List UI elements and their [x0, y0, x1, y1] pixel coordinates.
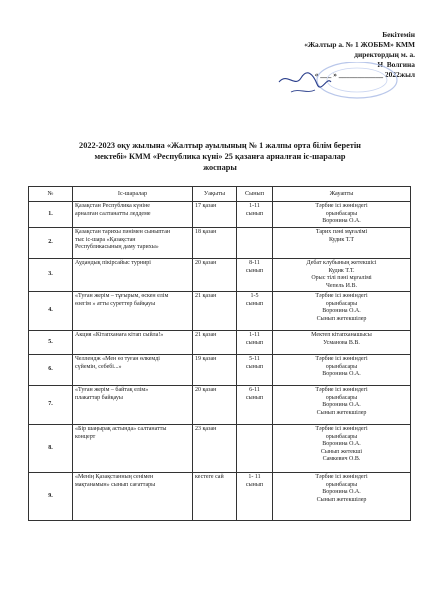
table-body: [29, 202, 411, 521]
cell-event-line: концерт: [75, 433, 96, 440]
cell-time: 23 қазан: [193, 425, 237, 473]
cell-responsible: [273, 386, 411, 425]
cell-event-line: Республикасының даму тарихы»: [75, 244, 159, 250]
cell-class-line: 1-11: [249, 332, 260, 338]
cell-time: кестеге сай: [193, 473, 237, 521]
cell-class-line: 1-11: [249, 203, 260, 209]
cell-responsible: [273, 292, 411, 331]
table-row: [29, 425, 411, 473]
cell-responsible: [273, 425, 411, 473]
cell-responsible-line: орынбасары: [325, 433, 358, 440]
cell-class: [237, 228, 273, 259]
cell-responsible: [273, 228, 411, 259]
cell-event-line: «Туған жерім – байтақ елім»: [75, 387, 149, 393]
cell-time: 20 қазан: [193, 386, 237, 425]
cell-responsible-line: Тәрбие ісі жөніндегі: [315, 426, 368, 432]
cell-event-line: Челлендж «Мен өз туған өлкемді: [75, 356, 160, 362]
cell-responsible-line: Сынып жетекші: [320, 448, 363, 455]
cell-class: [237, 331, 273, 355]
cell-responsible-line: Воронина О.А.: [322, 308, 361, 314]
cell-time: 20 қазан: [193, 259, 237, 292]
table-row: [29, 355, 411, 386]
header-time: Уақыты: [193, 187, 237, 202]
cell-event: [73, 259, 193, 292]
cell-event-line: мақтанамын» сынып сағаттары: [75, 481, 156, 488]
cell-number: 8.: [29, 425, 73, 473]
table-row: [29, 259, 411, 292]
header-event: Іс-шаралар: [73, 187, 193, 202]
cell-number: 2.: [29, 228, 73, 259]
cell-responsible-line: Усманова В.В.: [323, 339, 360, 346]
table-row: [29, 202, 411, 228]
cell-responsible-line: орынбасары: [325, 363, 358, 370]
cell-event-line: сүйемін, себебі...»: [75, 363, 122, 370]
cell-class-line: 6-11: [249, 387, 260, 393]
cell-number: 6.: [29, 355, 73, 386]
cell-responsible: [273, 331, 411, 355]
cell-responsible-line: Тәрбие ісі жөніндегі: [315, 387, 368, 393]
cell-number: 7.: [29, 386, 73, 425]
approval-title: Бекітемін: [382, 30, 415, 39]
cell-class-line: 5-11: [249, 356, 260, 362]
cell-responsible-line: Чепель И.В.: [325, 282, 357, 289]
cell-time: 17 қазан: [193, 202, 237, 228]
cell-time: 21 қазан: [193, 292, 237, 331]
signature-icon: [279, 73, 331, 87]
cell-event: [73, 292, 193, 331]
approval-position: директордың м. а.: [354, 50, 415, 59]
cell-class-line: 1- 11: [248, 474, 261, 480]
cell-class-line: сынып: [245, 300, 264, 307]
cell-event-line: плакаттар байқауы: [75, 394, 123, 401]
cell-event: [73, 331, 193, 355]
cell-event: [73, 355, 193, 386]
cell-responsible: [273, 355, 411, 386]
cell-responsible-line: Тәрбие ісі жөніндегі: [315, 474, 368, 480]
cell-event-line: Акция «Кітапханаға кітап сыйла!»: [75, 332, 164, 338]
title-line-1: 2022-2023 оқу жылына «Жалтыр ауылының № 1 жалпы орта білім беретін: [79, 141, 361, 150]
cell-responsible-line: Сынып жетекшілер: [316, 315, 367, 322]
header-number: №: [29, 187, 73, 202]
approval-school: «Жалтыр а. № 1 ЖОББМ» КММ: [304, 40, 415, 49]
cell-event: [73, 202, 193, 228]
cell-class-line: 8-11: [249, 260, 260, 266]
cell-class-line: сынып: [245, 339, 264, 346]
cell-class-line: 1-5: [250, 293, 259, 299]
cell-class-line: сынып: [245, 481, 264, 488]
cell-event: [73, 425, 193, 473]
cell-event: [73, 228, 193, 259]
cell-event-line: «Бір шаңырақ астында» салтанатты: [75, 426, 167, 432]
cell-event: [73, 473, 193, 521]
cell-event-line: «Туған жерім – тұғырым, өскен елім: [75, 293, 169, 299]
table-row: [29, 473, 411, 521]
cell-responsible-line: Мектеп кітапханашысы: [311, 332, 372, 338]
cell-class: [237, 292, 273, 331]
cell-class: [237, 259, 273, 292]
cell-responsible-line: Кудик Т.Т: [328, 236, 355, 243]
cell-responsible-line: орынбасары: [325, 300, 358, 307]
cell-time: 18 қазан: [193, 228, 237, 259]
title-line-2: мектебі» КММ «Республика күні» 25 қазанға арналған іс-шаралар: [94, 152, 346, 161]
cell-time: 19 қазан: [193, 355, 237, 386]
cell-class-line: сынып: [245, 394, 264, 401]
cell-responsible-line: Воронина О.А.: [322, 441, 361, 447]
cell-number: 1.: [29, 202, 73, 228]
cell-responsible-line: орынбасары: [325, 394, 358, 401]
cell-responsible-line: Воронина О.А.: [322, 218, 361, 224]
cell-class-line: сынып: [245, 267, 264, 274]
cell-responsible: [273, 473, 411, 521]
document-title: [40, 140, 400, 173]
cell-class-line: сынып: [245, 363, 264, 370]
cell-class: [237, 473, 273, 521]
title-line-3: жоспары: [203, 163, 237, 172]
cell-responsible-line: Дебат клубының жетекшісі: [306, 260, 377, 266]
cell-number: 5.: [29, 331, 73, 355]
cell-responsible: [273, 259, 411, 292]
cell-responsible: [273, 202, 411, 228]
cell-responsible-line: орынбасары: [325, 481, 358, 488]
cell-responsible-line: Кудик Т.Т.: [328, 267, 355, 274]
cell-responsible-line: Тарих пәні мұғалімі: [315, 229, 368, 235]
header-responsible: Жауапты: [273, 187, 411, 202]
cell-responsible-line: Тәрбие ісі жөніндегі: [315, 203, 368, 209]
cell-event-line: Қазақстан Республика күніне: [75, 203, 150, 209]
cell-responsible-line: Самкевич О.В.: [322, 456, 361, 462]
cell-responsible-line: Орыс тілі пәні мұғалімі: [311, 275, 372, 281]
signature-and-stamp: [239, 62, 409, 102]
approval-name: Н. Волгина: [377, 60, 415, 69]
cell-class: [237, 355, 273, 386]
cell-event-line: өзегім » атты суреттер байқауы: [75, 300, 156, 307]
cell-class: [237, 425, 273, 473]
cell-event-line: тыс іс-шара «Қазақстан: [75, 236, 136, 243]
header-class: Сынып: [237, 187, 273, 202]
table-row: [29, 386, 411, 425]
cell-class-line: сынып: [245, 210, 264, 217]
cell-event: [73, 386, 193, 425]
approval-date: « ___ » ____________ 2022жыл: [314, 70, 415, 79]
cell-class: [237, 386, 273, 425]
table-row: [29, 292, 411, 331]
cell-responsible-line: Воронина О.А.: [322, 371, 361, 377]
cell-event-line: Аудандық пікірсайыс турнирі: [75, 260, 151, 266]
cell-event-line: арналған салтанатты леддеме: [75, 210, 151, 217]
cell-responsible-line: Тәрбие ісі жөніндегі: [315, 293, 368, 299]
cell-responsible-line: Сынып жетекшілер: [316, 409, 367, 416]
cell-responsible-line: Воронина О.А.: [322, 402, 361, 408]
cell-responsible-line: Сынып жетекшілер: [316, 496, 367, 503]
cell-class: [237, 202, 273, 228]
cell-number: 9.: [29, 473, 73, 521]
cell-responsible-line: орынбасары: [325, 210, 358, 217]
events-table: [28, 186, 411, 521]
table-header-row: [29, 187, 411, 202]
table-row: [29, 331, 411, 355]
table-row: [29, 228, 411, 259]
cell-number: 4.: [29, 292, 73, 331]
stamp-icon: [317, 62, 397, 98]
cell-time: 21 қазан: [193, 331, 237, 355]
cell-responsible-line: Тәрбие ісі жөніндегі: [315, 356, 368, 362]
cell-event-line: Қазақстан тарихы пәнімен сыныптан: [75, 229, 171, 235]
cell-responsible-line: Воронина О.А.: [322, 489, 361, 495]
cell-number: 3.: [29, 259, 73, 292]
cell-event-line: «Менің Қазақстанның сенімен: [75, 474, 154, 480]
